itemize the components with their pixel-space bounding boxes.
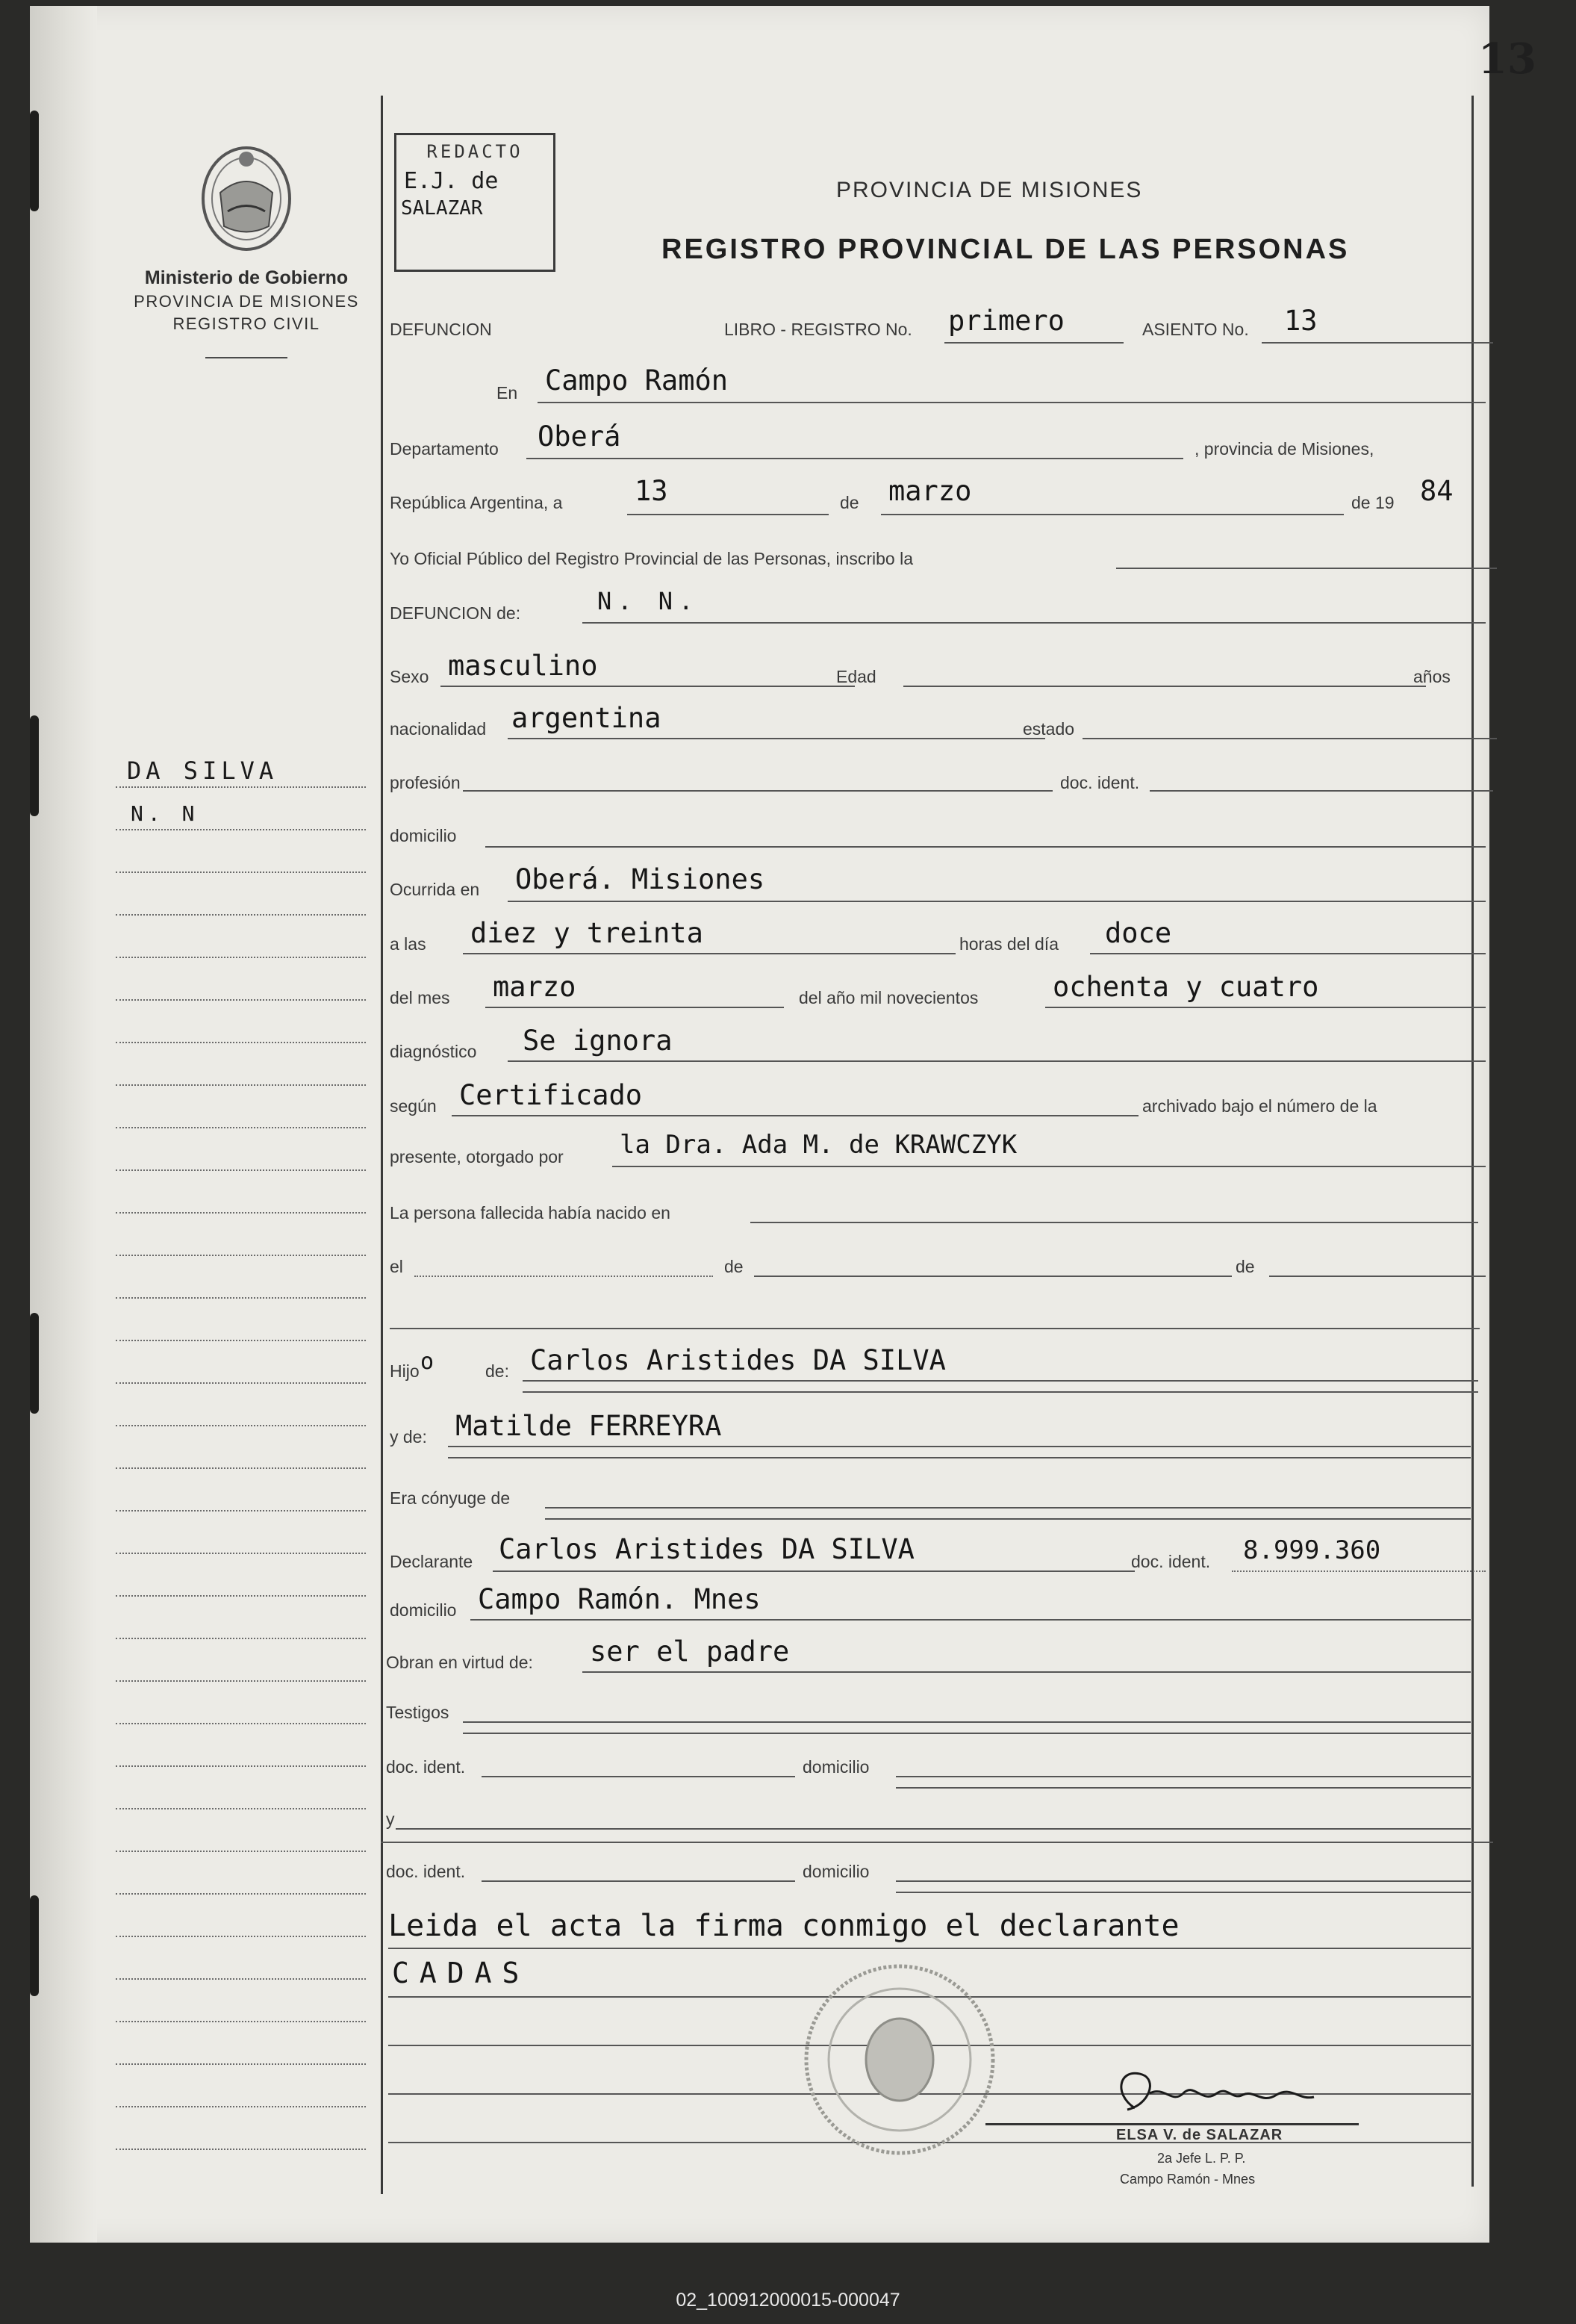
del-mes-line — [485, 1007, 784, 1008]
domicilio-line — [485, 846, 1486, 848]
margin-ruled-line — [116, 1467, 366, 1469]
departamento-value: Oberá — [538, 420, 621, 453]
segun-label: según — [390, 1096, 437, 1116]
registry-header: REGISTRO PROVINCIAL DE LAS PERSONAS — [661, 234, 1350, 265]
testigo1-doc-line — [482, 1776, 795, 1777]
presente-label: presente, otorgado por — [390, 1147, 564, 1166]
y-de-line-2 — [448, 1457, 1471, 1458]
signature-place: Campo Ramón - Mnes — [1120, 2172, 1256, 2187]
margin-ruled-line — [116, 999, 366, 1001]
image-footer-id: 02_100912000015-000047 — [676, 2290, 900, 2311]
testigo2-doc-label: doc. ident. — [386, 1862, 466, 1881]
ocurrida-label: Ocurrida en — [390, 880, 480, 899]
dia-value: 13 — [635, 475, 668, 507]
segun-line — [452, 1115, 1139, 1116]
ministry-registry: REGISTRO CIVIL — [172, 314, 320, 333]
obran-label: Obran en virtud de: — [386, 1653, 533, 1672]
binding-ring — [30, 715, 39, 816]
del-anio-value: ochenta y cuatro — [1053, 971, 1319, 1003]
y-de-label: y de: — [390, 1427, 427, 1447]
anio-value: 84 — [1420, 475, 1454, 507]
el-label: el — [390, 1257, 403, 1276]
anios-label: años — [1413, 667, 1451, 686]
horas-value: doce — [1105, 917, 1172, 949]
page-number: 13 — [1478, 34, 1536, 84]
declarante-doc-line — [1232, 1570, 1486, 1572]
nacionalidad-value: argentina — [511, 702, 661, 734]
dom-decl-label: domicilio — [390, 1600, 457, 1620]
official-round-stamp-icon — [799, 1959, 1000, 2160]
del-mes-label: del mes — [390, 988, 450, 1007]
margin-ruled-line — [116, 1723, 366, 1724]
left-vertical-rule — [381, 96, 383, 2194]
declarante-doc-label: doc. ident. — [1131, 1552, 1211, 1571]
nacido-label: La persona fallecida había nacido en — [390, 1203, 670, 1222]
sexo-label: Sexo — [390, 667, 429, 686]
a-las-line — [463, 953, 956, 954]
margin-ruled-line — [116, 872, 366, 873]
hijo-suffix: o — [420, 1349, 435, 1375]
binding-gutter — [30, 6, 97, 2243]
ocurrida-line — [508, 901, 1486, 902]
a-las-label: a las — [390, 934, 426, 954]
declarante-label: Declarante — [390, 1552, 473, 1571]
coat-of-arms-seal-icon — [198, 140, 295, 260]
margin-surname: DA SILVA — [127, 756, 278, 785]
nacionalidad-label: nacionalidad — [390, 719, 487, 739]
margin-ruled-line — [116, 1340, 366, 1341]
ministry-name: Ministerio de Gobierno — [144, 267, 349, 288]
sexo-value: masculino — [448, 650, 598, 682]
margin-ruled-line — [116, 2021, 366, 2022]
del-mes-value: marzo — [493, 971, 576, 1003]
divider — [205, 357, 287, 358]
dom-decl-value: Campo Ramón. Mnes — [478, 1583, 761, 1615]
margin-ruled-line — [116, 1936, 366, 1937]
margin-ruled-line — [116, 829, 366, 830]
libro-value: primero — [948, 305, 1065, 337]
ministry-block — [119, 267, 373, 334]
nacionalidad-line — [508, 738, 1045, 739]
margin-ruled-line — [116, 1978, 366, 1980]
conyuge-line — [545, 1507, 1471, 1509]
mes-value: marzo — [888, 475, 972, 507]
provincia-text: , provincia de Misiones, — [1195, 439, 1374, 459]
testigo2-dom-label: domicilio — [803, 1862, 870, 1881]
margin-ruled-line — [116, 1255, 366, 1256]
republica-label: República Argentina, a — [390, 493, 563, 512]
ministry-province: PROVINCIA DE MISIONES — [134, 292, 359, 311]
blank-line — [390, 1328, 1480, 1329]
y-de-line — [448, 1446, 1471, 1447]
nacido-line — [750, 1222, 1478, 1223]
de2-line — [754, 1276, 1232, 1277]
declarante-doc-value: 8.999.360 — [1243, 1535, 1381, 1565]
dom-decl-line — [470, 1619, 1471, 1621]
horas-label: horas del día — [959, 934, 1059, 954]
defuncion-de-label: DEFUNCION de: — [390, 603, 521, 623]
obran-line — [582, 1671, 1471, 1673]
departamento-line — [526, 458, 1183, 459]
binding-ring — [30, 1313, 39, 1414]
domicilio-label: domicilio — [390, 826, 457, 845]
hijo-de-label: de: — [485, 1361, 509, 1381]
estado-line — [1083, 738, 1497, 739]
margin-ruled-line — [116, 1595, 366, 1597]
margin-ruled-line — [116, 1765, 366, 1767]
testigo2-dom-line — [896, 1880, 1471, 1882]
margin-ruled-line — [116, 1084, 366, 1086]
ocurrida-value: Oberá. Misiones — [515, 863, 765, 895]
register-page — [30, 6, 1536, 2243]
edad-label: Edad — [836, 667, 876, 686]
el-line — [414, 1276, 713, 1277]
closing-line-2: CADAS — [392, 1957, 530, 1989]
en-line — [538, 402, 1486, 403]
margin-ruled-line — [116, 1042, 366, 1043]
closing-rule-1 — [388, 1948, 1471, 1949]
anio-prefix: de 19 — [1351, 493, 1395, 512]
binding-ring — [30, 111, 39, 211]
presente-value: la Dra. Ada M. de KRAWCZYK — [620, 1130, 1018, 1160]
horas-line — [1090, 953, 1486, 954]
stamp-line-2: SALAZAR — [401, 197, 483, 220]
margin-ruled-line — [116, 2106, 366, 2107]
defuncion-de-line — [582, 622, 1486, 624]
province-header: PROVINCIA DE MISIONES — [836, 178, 1143, 202]
y-de-value: Matilde FERREYRA — [455, 1410, 722, 1442]
binding-ring — [30, 1895, 39, 1996]
right-vertical-rule — [1471, 96, 1474, 2187]
signature-title: 2a Jefe L. P. P. — [1157, 2151, 1246, 2166]
conyuge-label: Era cónyuge de — [390, 1488, 511, 1508]
margin-ruled-line — [116, 1893, 366, 1895]
redacto-stamp — [394, 133, 555, 272]
doc-ident-label: doc. ident. — [1060, 773, 1140, 792]
de3-label: de — [1236, 1257, 1255, 1276]
profesion-line — [463, 790, 1053, 792]
edad-line — [903, 686, 1426, 687]
margin-ruled-line — [116, 1851, 366, 1852]
margin-ruled-line — [116, 1212, 366, 1214]
signature-rule — [985, 2123, 1359, 2125]
asiento-label: ASIENTO No. — [1142, 320, 1249, 339]
doc-ident-line — [1150, 790, 1493, 792]
margin-ruled-line — [116, 1510, 366, 1511]
mes-line — [881, 514, 1344, 515]
margin-ruled-line — [116, 914, 366, 916]
obran-value: ser el padre — [590, 1635, 790, 1668]
profesion-label: profesión — [390, 773, 461, 792]
dia-line — [627, 514, 829, 515]
del-anio-line — [1045, 1007, 1486, 1008]
a-las-value: diez y treinta — [470, 917, 703, 949]
libro-line — [944, 342, 1124, 344]
testigo1-dom-line-2 — [896, 1787, 1471, 1789]
y-label: y — [386, 1809, 395, 1829]
presente-line — [612, 1166, 1486, 1167]
conyuge-line-2 — [545, 1518, 1471, 1520]
testigo1-dom-label: domicilio — [803, 1757, 870, 1777]
closing-line-1: Leida el acta la firma conmigo el declarante — [388, 1909, 1180, 1943]
margin-ruled-line — [116, 1680, 366, 1682]
testigo2-dom-line-2 — [896, 1892, 1471, 1893]
margin-ruled-line — [116, 1297, 366, 1299]
margin-ruled-line — [116, 2063, 366, 2065]
testigos-label: Testigos — [386, 1703, 449, 1722]
hijo-line — [523, 1380, 1478, 1382]
de2-label: de — [724, 1257, 744, 1276]
margin-ruled-line — [116, 786, 366, 788]
en-label: En — [496, 383, 518, 403]
margin-ruled-line — [116, 1169, 366, 1171]
margin-ruled-line — [116, 957, 366, 958]
asiento-value: 13 — [1284, 305, 1318, 337]
declarante-value: Carlos Aristides DA SILVA — [499, 1533, 915, 1565]
margin-ruled-line — [116, 1127, 366, 1128]
hijo-label: Hijo — [390, 1361, 420, 1381]
declarante-line — [493, 1570, 1135, 1572]
sexo-line — [440, 686, 855, 687]
del-anio-label: del año mil novecientos — [799, 988, 979, 1007]
hijo-line-2 — [523, 1391, 1478, 1393]
de-label: de — [840, 493, 859, 512]
defuncion-label: DEFUNCION — [390, 320, 492, 339]
signature-printed-name: ELSA V. de SALAZAR — [1116, 2127, 1283, 2143]
diagnostico-line — [508, 1060, 1486, 1062]
testigos-line-2 — [463, 1733, 1471, 1734]
oficial-text: Yo Oficial Público del Registro Provincial de las Personas, inscribo la — [390, 549, 913, 568]
stamp-title: REDACTO — [426, 141, 523, 162]
hijo-value: Carlos Aristides DA SILVA — [530, 1344, 946, 1376]
diagnostico-label: diagnóstico — [390, 1042, 477, 1061]
margin-ruled-line — [116, 1553, 366, 1554]
testigo1-doc-label: doc. ident. — [386, 1757, 466, 1777]
estado-label: estado — [1023, 719, 1075, 739]
stamp-line-1: E.J. de — [404, 168, 499, 194]
libro-label: LIBRO - REGISTRO No. — [724, 320, 912, 339]
en-value: Campo Ramón — [545, 364, 729, 397]
defuncion-de-value: N. N. — [597, 587, 700, 615]
archivado-label: archivado bajo el número de la — [1142, 1096, 1377, 1116]
y-line — [396, 1828, 1471, 1830]
margin-given-name: N. N — [131, 801, 199, 826]
y-line-2 — [381, 1842, 1493, 1843]
diagnostico-value: Se ignora — [523, 1025, 673, 1057]
de3-line — [1269, 1276, 1486, 1277]
asiento-line — [1262, 342, 1493, 344]
segun-value: Certificado — [459, 1079, 643, 1111]
margin-ruled-line — [116, 2149, 366, 2150]
margin-ruled-line — [116, 1382, 366, 1384]
margin-ruled-line — [116, 1808, 366, 1809]
testigo2-doc-line — [482, 1880, 795, 1882]
handwritten-signature — [1105, 2063, 1374, 2123]
testigo1-dom-line — [896, 1776, 1471, 1777]
margin-ruled-line — [116, 1425, 366, 1426]
margin-ruled-line — [116, 1638, 366, 1639]
testigos-line — [463, 1721, 1471, 1723]
oficial-line — [1116, 568, 1497, 569]
departamento-label: Departamento — [390, 439, 499, 459]
